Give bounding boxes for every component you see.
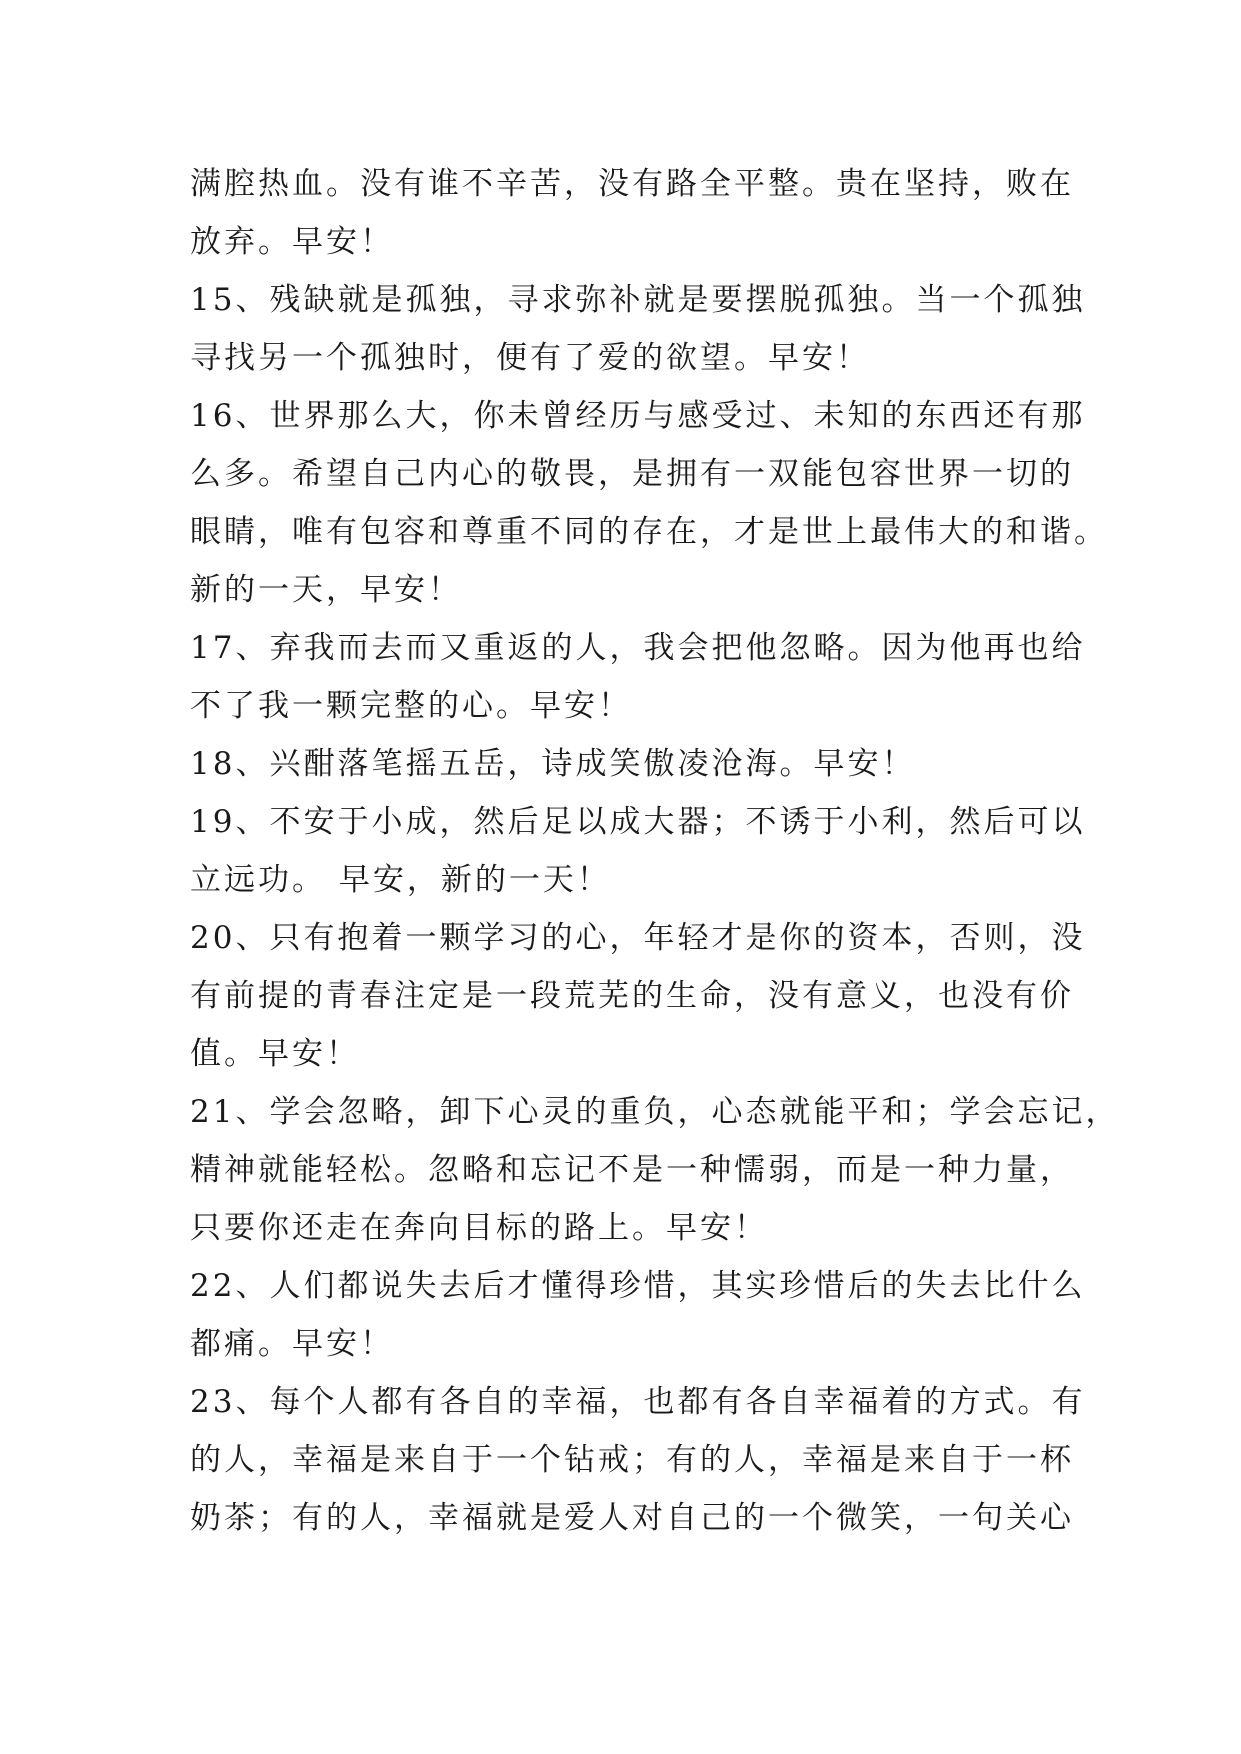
text-line: 满腔热血。没有谁不辛苦，没有路全平整。贵在坚持，败在 [190, 166, 1074, 202]
body-text [190, 155, 1120, 1547]
text-line: 23、每个人都有各自的幸福，也都有各自幸福着的方式。有 [190, 1384, 1086, 1420]
text-line: 么多。希望自己内心的敬畏，是拥有一双能包容世界一切的 [190, 456, 1074, 492]
text-line: 寻找另一个孤独时，便有了爱的欲望。早安！ [190, 340, 870, 376]
text-line: 15、残缺就是孤独，寻求弥补就是要摆脱孤独。当一个孤独 [190, 282, 1086, 318]
text-line: 只要你还走在奔向目标的路上。早安！ [190, 1210, 768, 1246]
text-line: 都痛。早安！ [190, 1326, 394, 1362]
text-line: 立远功。 早安，新的一天！ [190, 862, 611, 898]
text-line: 有前提的青春注定是一段荒芜的生命，没有意义，也没有价 [190, 978, 1074, 1014]
text-line: 值。早安！ [190, 1036, 360, 1072]
text-line: 17、弃我而去而又重返的人，我会把他忽略。因为他再也给 [190, 630, 1086, 666]
text-line: 放弃。早安！ [190, 224, 394, 260]
text-line: 16、世界那么大，你未曾经历与感受过、未知的东西还有那 [190, 398, 1086, 434]
text-line: 20、只有抱着一颗学习的心，年轻才是你的资本，否则，没 [190, 920, 1086, 956]
text-line: 眼睛，唯有包容和尊重不同的存在，才是世上最伟大的和谐。 [190, 514, 1108, 550]
text-line: 精神就能轻松。忽略和忘记不是一种懦弱，而是一种力量， [190, 1152, 1074, 1188]
text-line: 21、学会忽略，卸下心灵的重负，心态就能平和；学会忘记， [190, 1094, 1120, 1130]
text-line: 新的一天，早安！ [190, 572, 462, 608]
text-line: 奶茶；有的人，幸福就是爱人对自己的一个微笑，一句关心 [190, 1500, 1074, 1536]
text-line: 不了我一颗完整的心。早安！ [190, 688, 632, 724]
text-line: 18、兴酣落笔摇五岳，诗成笑傲凌沧海。早安！ [190, 746, 916, 782]
text-line: 的人，幸福是来自于一个钻戒；有的人，幸福是来自于一杯 [190, 1442, 1074, 1478]
text-line: 22、人们都说失去后才懂得珍惜，其实珍惜后的失去比什么 [190, 1268, 1086, 1304]
text-line: 19、不安于小成，然后足以成大器；不诱于小利，然后可以 [190, 804, 1086, 840]
